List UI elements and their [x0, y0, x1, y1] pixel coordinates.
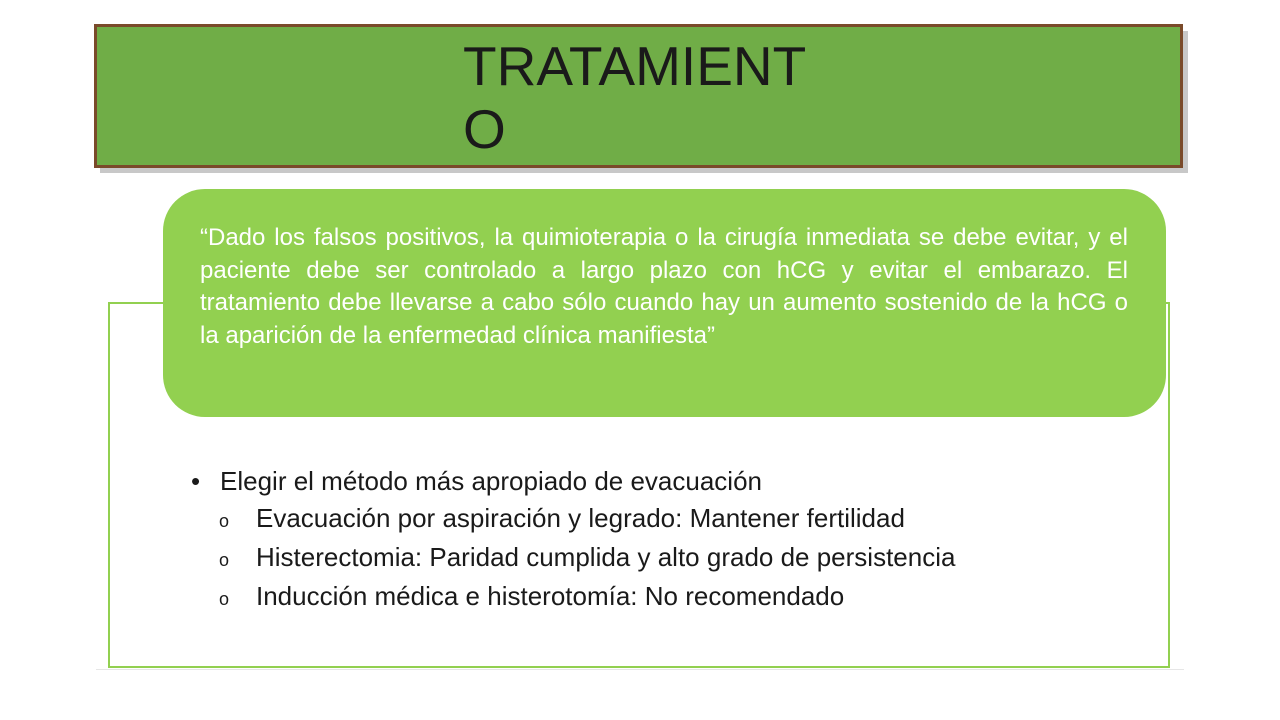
bottom-divider	[96, 669, 1184, 670]
circle-bullet-icon: o	[219, 511, 230, 531]
sub-bullet-text: Inducción médica e histerotomía: No recomendado	[256, 581, 845, 611]
sub-bullet-item	[219, 578, 1151, 617]
slide-title: TRATAMIENTO	[463, 35, 807, 160]
sub-bullet-text: Evacuación por aspiración y legrado: Mantener fertilidad	[256, 503, 905, 533]
sub-bullet-item	[219, 539, 1151, 578]
sub-bullet-item	[219, 500, 1151, 539]
sub-bullet-list	[191, 500, 1151, 617]
main-bullet-text: Elegir el método más apropiado de evacuación	[220, 466, 763, 496]
circle-bullet-icon: o	[219, 589, 230, 609]
circle-bullet-icon: o	[219, 550, 230, 570]
quote-text: “Dado los falsos positivos, la quimioterapia o la cirugía inmediata se debe evitar, y el paciente debe ser controlado a largo plazo con hCG y evitar el embarazo. El tratamiento debe llevarse a cabo sólo cuando hay un aumento sostenido de la hCG o la aparición de la enfermedad clínica manifiesta”	[200, 224, 1128, 349]
quote-box	[163, 189, 1166, 417]
sub-bullet-text: Histerectomia: Paridad cumplida y alto grado de persistencia	[256, 542, 956, 572]
bullet-dot-icon: •	[191, 466, 201, 496]
title-banner	[94, 24, 1183, 168]
bullet-list	[191, 462, 1151, 617]
main-bullet	[191, 462, 1151, 500]
